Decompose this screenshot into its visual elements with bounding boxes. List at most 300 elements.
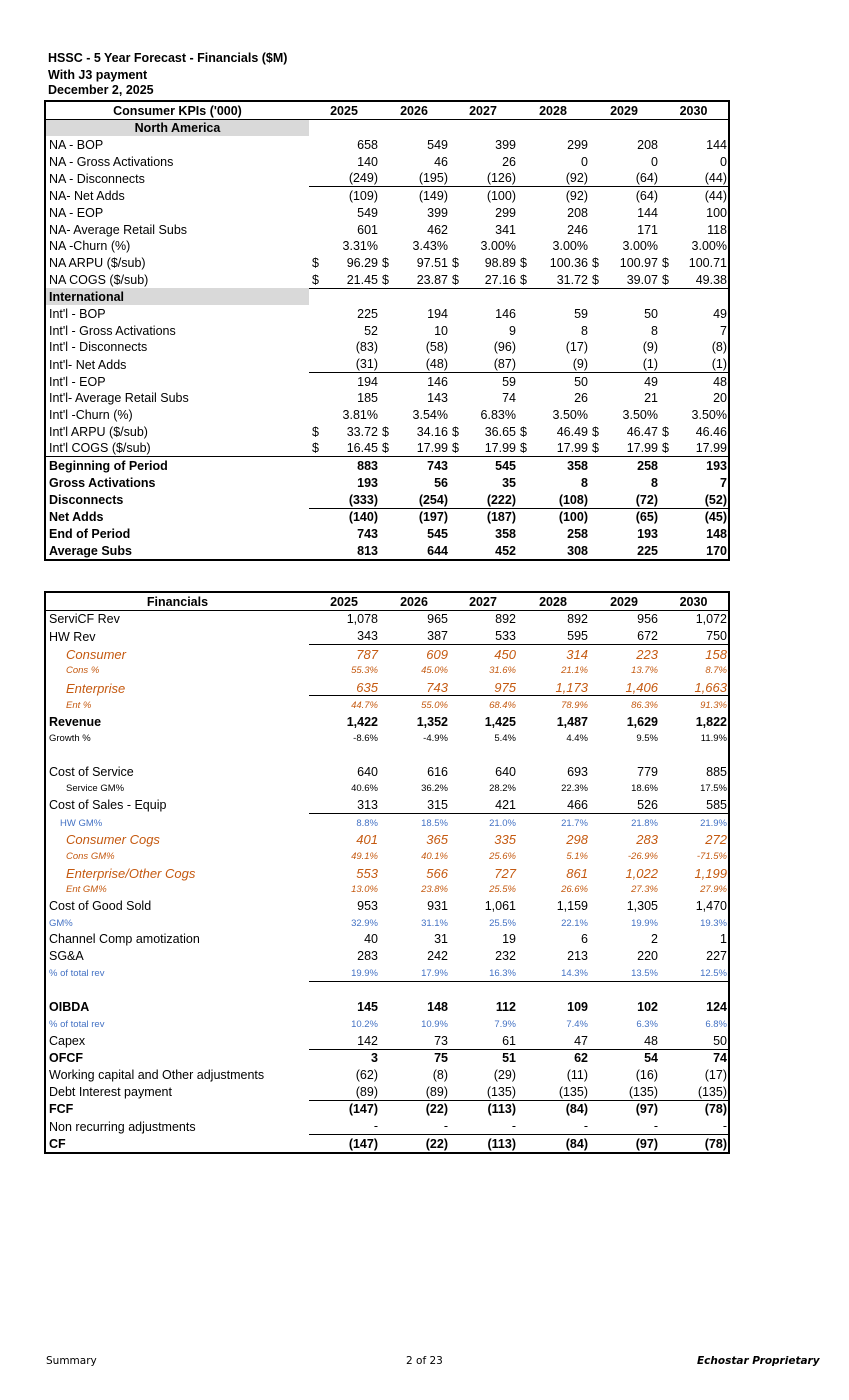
cell-value xyxy=(379,914,449,931)
cell-value xyxy=(589,947,659,964)
value: 74 xyxy=(713,1051,727,1066)
value: 616 xyxy=(427,764,448,779)
value: 21.1% xyxy=(561,665,588,677)
value: 143 xyxy=(427,391,448,406)
value: 36.65 xyxy=(484,424,516,439)
cell-value xyxy=(379,542,449,560)
value: - xyxy=(443,1119,448,1133)
value: 8.8% xyxy=(356,817,378,829)
cell-value xyxy=(659,1083,729,1100)
currency-symbol: $ xyxy=(520,441,527,456)
cell-value xyxy=(517,525,589,542)
value: 17.99 xyxy=(695,441,727,456)
value: 52 xyxy=(364,323,378,338)
value: 48 xyxy=(644,1033,658,1048)
currency-symbol: $ xyxy=(592,272,599,287)
table-row xyxy=(45,1135,729,1153)
value: 46 xyxy=(434,154,448,169)
cell-value xyxy=(517,406,589,423)
cell-value xyxy=(379,1117,449,1134)
row-label: % of total rev xyxy=(49,968,105,980)
value: 885 xyxy=(706,764,727,779)
cell-value xyxy=(449,457,517,474)
value: 533 xyxy=(495,629,516,644)
value: 17.99 xyxy=(484,441,516,456)
row-label: Int'l ARPU ($/sub) xyxy=(49,424,148,439)
value: 314 xyxy=(566,646,588,662)
cell-value xyxy=(659,931,729,948)
cell-value xyxy=(449,322,517,339)
cell-value xyxy=(449,796,517,813)
value: 779 xyxy=(637,764,658,779)
value: (147) xyxy=(348,1102,378,1117)
value: 965 xyxy=(427,612,448,627)
cell-value xyxy=(309,730,379,747)
cell-value xyxy=(379,645,449,662)
cell-value xyxy=(309,1117,379,1134)
cell-value xyxy=(589,170,659,187)
value: (78) xyxy=(704,1102,727,1117)
value: (64) xyxy=(635,171,658,186)
cell-value xyxy=(379,187,449,204)
year-header: 2028 xyxy=(517,592,589,610)
value: 21 xyxy=(644,391,658,406)
cell-value xyxy=(589,1083,659,1100)
cell-value xyxy=(517,457,589,474)
cell-value xyxy=(449,780,517,797)
currency-symbol: $ xyxy=(592,424,599,439)
value: 1,352 xyxy=(416,714,448,729)
cell-value xyxy=(449,662,517,679)
report-date: December 2, 2025 xyxy=(48,83,154,97)
cell-value xyxy=(517,373,589,390)
cell-value xyxy=(309,610,379,627)
table-row xyxy=(45,271,729,288)
value: 232 xyxy=(495,949,516,964)
value: 640 xyxy=(495,764,516,779)
cell-value xyxy=(379,999,449,1016)
cell-value xyxy=(309,390,379,407)
value: 49 xyxy=(644,374,658,389)
value: 193 xyxy=(706,459,727,474)
cell-value xyxy=(659,864,729,881)
value: 9 xyxy=(509,323,516,338)
row-label: Cost of Service xyxy=(49,764,134,779)
cell-value xyxy=(589,322,659,339)
value: 193 xyxy=(637,526,658,541)
value: 1,061 xyxy=(484,899,516,914)
table-row xyxy=(45,813,729,830)
value: (8) xyxy=(711,340,727,355)
cell-value xyxy=(379,305,449,322)
cell-value xyxy=(589,730,659,747)
cell-value xyxy=(659,1032,729,1049)
value: (249) xyxy=(348,171,378,186)
cell-value xyxy=(659,662,729,679)
row-label: Gross Activations xyxy=(49,475,156,490)
value: 1,072 xyxy=(695,612,727,627)
value: 13.5% xyxy=(631,967,658,979)
value: 601 xyxy=(357,222,378,237)
year-header: 2029 xyxy=(589,101,659,119)
cell-value xyxy=(589,813,659,830)
value: 34.16 xyxy=(416,424,448,439)
cell-value xyxy=(379,813,449,830)
value: (1) xyxy=(711,357,727,371)
report-subtitle: With J3 payment xyxy=(48,68,148,82)
row-label: Capex xyxy=(49,1034,86,1049)
value: 40.1% xyxy=(421,851,448,862)
table-row xyxy=(45,187,729,204)
cell-value xyxy=(589,763,659,780)
cell-value xyxy=(449,1049,517,1066)
currency-symbol: $ xyxy=(452,424,459,439)
table-row xyxy=(45,457,729,474)
value: 299 xyxy=(495,205,516,220)
cell-value xyxy=(517,964,589,981)
cell-value xyxy=(449,170,517,187)
value: 672 xyxy=(637,629,658,644)
value: 450 xyxy=(494,646,516,662)
cell-value xyxy=(379,238,449,255)
value: 299 xyxy=(567,138,588,153)
cell-value xyxy=(449,355,517,372)
cell-value xyxy=(517,339,589,356)
value: 148 xyxy=(706,526,727,541)
cell-value xyxy=(517,730,589,747)
value: 208 xyxy=(567,205,588,220)
currency-symbol: $ xyxy=(592,255,599,270)
value: 21.8% xyxy=(631,817,658,829)
table-title: Consumer KPIs ('000) xyxy=(45,101,309,119)
value: 6.8% xyxy=(705,1018,727,1030)
cell-value xyxy=(309,355,379,372)
value: 315 xyxy=(427,797,448,812)
cell-value xyxy=(309,305,379,322)
row-label: HW Rev xyxy=(49,629,96,644)
cell-value xyxy=(309,831,379,848)
cell-value xyxy=(517,1015,589,1032)
cell-value xyxy=(379,763,449,780)
value: 22.1% xyxy=(561,917,588,929)
cell-value xyxy=(449,204,517,221)
table-row xyxy=(45,153,729,170)
section-title: North America xyxy=(45,119,309,136)
table-row xyxy=(45,864,729,881)
currency-symbol: $ xyxy=(382,441,389,456)
row-label: Channel Comp amotization xyxy=(49,932,200,947)
cell-value xyxy=(449,1117,517,1134)
row-label: Int'l COGS ($/sub) xyxy=(49,441,151,456)
cell-value xyxy=(517,271,589,288)
value: 49.1% xyxy=(351,851,378,862)
value: 635 xyxy=(356,680,378,696)
cell-value xyxy=(449,678,517,695)
cell-value xyxy=(309,645,379,662)
value: 171 xyxy=(637,222,658,237)
cell-value xyxy=(589,1049,659,1066)
value: (8) xyxy=(432,1067,448,1082)
table-row xyxy=(45,474,729,491)
value: 1,159 xyxy=(556,899,588,914)
row-label: Net Adds xyxy=(49,510,104,525)
value: - xyxy=(511,1119,516,1133)
cell-value xyxy=(659,881,729,898)
value: 0 xyxy=(720,154,727,169)
cell-value xyxy=(659,187,729,204)
value: 97.51 xyxy=(416,255,448,270)
value: - xyxy=(373,1119,378,1133)
value: 48 xyxy=(713,374,727,389)
cell-value xyxy=(309,153,379,170)
value: -8.6% xyxy=(353,733,378,745)
cell-value xyxy=(517,1066,589,1083)
row-label: NA COGS ($/sub) xyxy=(49,273,149,288)
table-row xyxy=(45,542,729,560)
value: 399 xyxy=(495,138,516,153)
cell-value xyxy=(659,1015,729,1032)
value: 387 xyxy=(427,629,448,644)
value: (65) xyxy=(635,510,658,525)
cell-value xyxy=(379,221,449,238)
value: 146 xyxy=(495,306,516,321)
value: -26.9% xyxy=(627,851,658,862)
value: 19 xyxy=(502,932,516,947)
value: 549 xyxy=(427,138,448,153)
cell-value xyxy=(659,1117,729,1134)
cell-value xyxy=(309,322,379,339)
currency-symbol: $ xyxy=(520,424,527,439)
value: -4.9% xyxy=(423,733,448,745)
table-row xyxy=(45,170,729,187)
cell-value xyxy=(379,696,449,713)
value: 3.54% xyxy=(412,408,448,423)
cell-value xyxy=(379,322,449,339)
cell-value xyxy=(659,914,729,931)
value: 365 xyxy=(426,832,448,848)
cell-value xyxy=(517,999,589,1016)
table-row xyxy=(45,914,729,931)
cell-value xyxy=(309,696,379,713)
value: (135) xyxy=(628,1084,658,1099)
value: 20 xyxy=(713,391,727,406)
value: 658 xyxy=(357,138,378,153)
cell-value xyxy=(517,881,589,898)
table-row xyxy=(45,931,729,948)
cell-value xyxy=(309,914,379,931)
table-row xyxy=(45,390,729,407)
row-label: Debt Interest payment xyxy=(49,1085,172,1100)
value: (29) xyxy=(493,1067,516,1082)
cell-value xyxy=(659,780,729,797)
cell-value xyxy=(517,627,589,644)
cell-value xyxy=(589,1015,659,1032)
cell-value xyxy=(379,525,449,542)
cell-value xyxy=(517,136,589,153)
value: 452 xyxy=(495,543,516,558)
value: 36.2% xyxy=(421,783,448,795)
cell-value xyxy=(449,813,517,830)
cell-value xyxy=(309,864,379,881)
value: 1,022 xyxy=(625,865,658,881)
cell-value xyxy=(379,796,449,813)
section-header-row xyxy=(45,288,729,305)
value: 7 xyxy=(720,475,727,490)
cell-value xyxy=(379,730,449,747)
currency-symbol: $ xyxy=(452,272,459,287)
cell-value xyxy=(589,339,659,356)
value: 566 xyxy=(426,865,448,881)
row-label: Beginning of Period xyxy=(45,457,309,474)
cell-value xyxy=(517,763,589,780)
row-label: Enterprise/Other Cogs xyxy=(66,865,196,881)
cell-value xyxy=(517,931,589,948)
value: 40 xyxy=(364,932,378,947)
value: (16) xyxy=(635,1067,658,1082)
cell-value xyxy=(379,136,449,153)
value: 109 xyxy=(567,1000,588,1015)
value: 13.7% xyxy=(631,665,658,677)
value: 3 xyxy=(371,1051,378,1066)
value: (96) xyxy=(493,340,516,355)
cell-value xyxy=(309,964,379,981)
value: 892 xyxy=(567,612,588,627)
value: 246 xyxy=(567,222,588,237)
value: 25.6% xyxy=(489,851,516,862)
value: 10.9% xyxy=(421,1018,448,1030)
row-label: SG&A xyxy=(49,949,84,964)
cell-value xyxy=(309,1066,379,1083)
value: 341 xyxy=(495,222,516,237)
value: 74 xyxy=(502,391,516,406)
value: 96.29 xyxy=(346,255,378,270)
cell-value xyxy=(589,780,659,797)
cell-value xyxy=(589,610,659,627)
cell-value xyxy=(589,931,659,948)
cell-value xyxy=(659,678,729,695)
value: 401 xyxy=(356,832,378,848)
cell-value xyxy=(659,322,729,339)
footer-proprietary: Echostar Proprietary xyxy=(697,1355,820,1367)
value: (113) xyxy=(487,1102,516,1117)
cell-value xyxy=(589,373,659,390)
year-header: 2029 xyxy=(589,592,659,610)
cell-value xyxy=(517,1135,589,1153)
cell-value xyxy=(659,440,729,457)
cell-value xyxy=(379,204,449,221)
value: (135) xyxy=(697,1084,727,1099)
cell-value xyxy=(379,947,449,964)
row-label: Cons GM% xyxy=(66,851,115,862)
value: 40.6% xyxy=(351,783,378,795)
cell-value xyxy=(379,1066,449,1083)
cell-value xyxy=(659,627,729,644)
cell-value xyxy=(517,678,589,695)
cell-value xyxy=(379,864,449,881)
value: 32.9% xyxy=(351,917,378,929)
value: 19.9% xyxy=(351,967,378,979)
cell-value xyxy=(517,780,589,797)
table-row xyxy=(45,221,729,238)
cell-value xyxy=(659,947,729,964)
cell-value xyxy=(449,390,517,407)
cell-value xyxy=(517,491,589,508)
value: 21.45 xyxy=(346,272,378,287)
value: 743 xyxy=(426,680,448,696)
table-row xyxy=(45,645,729,662)
value: 23.87 xyxy=(416,272,448,287)
cell-value xyxy=(517,153,589,170)
cell-value xyxy=(379,897,449,914)
row-label: Average Subs xyxy=(49,543,132,558)
value: 51 xyxy=(502,1051,516,1066)
value: 28.2% xyxy=(489,783,516,795)
cell-value xyxy=(589,964,659,981)
row-label: Int'l- Average Retail Subs xyxy=(49,391,189,406)
value: 7 xyxy=(720,323,727,338)
year-header: 2026 xyxy=(379,592,449,610)
cell-value xyxy=(379,1100,449,1117)
cell-value xyxy=(589,1100,659,1117)
value: 185 xyxy=(357,391,378,406)
cell-value xyxy=(379,627,449,644)
value: 3.50% xyxy=(552,408,588,423)
value: 462 xyxy=(427,222,448,237)
cell-value xyxy=(659,238,729,255)
cell-value xyxy=(309,881,379,898)
cell-value xyxy=(517,170,589,187)
cell-value xyxy=(589,440,659,457)
value: (135) xyxy=(486,1084,516,1099)
row-label: OFCF xyxy=(49,1051,84,1066)
value: 3.43% xyxy=(412,239,448,254)
value: 8 xyxy=(651,475,658,490)
value: 124 xyxy=(706,1000,727,1015)
cell-value xyxy=(589,390,659,407)
value: 931 xyxy=(427,899,448,914)
cell-value xyxy=(589,914,659,931)
cell-value xyxy=(589,645,659,662)
value: 17.99 xyxy=(556,441,588,456)
currency-symbol: $ xyxy=(592,441,599,456)
value: 46.49 xyxy=(556,424,588,439)
footer-page-number: 2 of 23 xyxy=(406,1355,443,1367)
cell-value xyxy=(517,423,589,440)
value: 227 xyxy=(706,949,727,964)
cell-value xyxy=(449,339,517,356)
row-label: Growth % xyxy=(49,733,91,745)
cell-value xyxy=(309,1049,379,1066)
row-label: HW GM% xyxy=(60,817,103,829)
cell-value xyxy=(517,508,589,525)
cell-value xyxy=(309,187,379,204)
value: (140) xyxy=(348,510,378,525)
cell-value xyxy=(517,662,589,679)
value: (92) xyxy=(565,171,588,186)
cell-value xyxy=(589,847,659,864)
row-label: Ent % xyxy=(66,699,92,711)
cell-value xyxy=(659,610,729,627)
value: 526 xyxy=(637,797,658,812)
table-row xyxy=(45,305,729,322)
cell-value xyxy=(659,457,729,474)
cell-value xyxy=(309,491,379,508)
cell-value xyxy=(379,713,449,730)
value: 118 xyxy=(707,222,727,237)
value: 3.00% xyxy=(691,239,727,254)
value: (135) xyxy=(558,1084,588,1099)
value: 19.3% xyxy=(700,917,727,929)
